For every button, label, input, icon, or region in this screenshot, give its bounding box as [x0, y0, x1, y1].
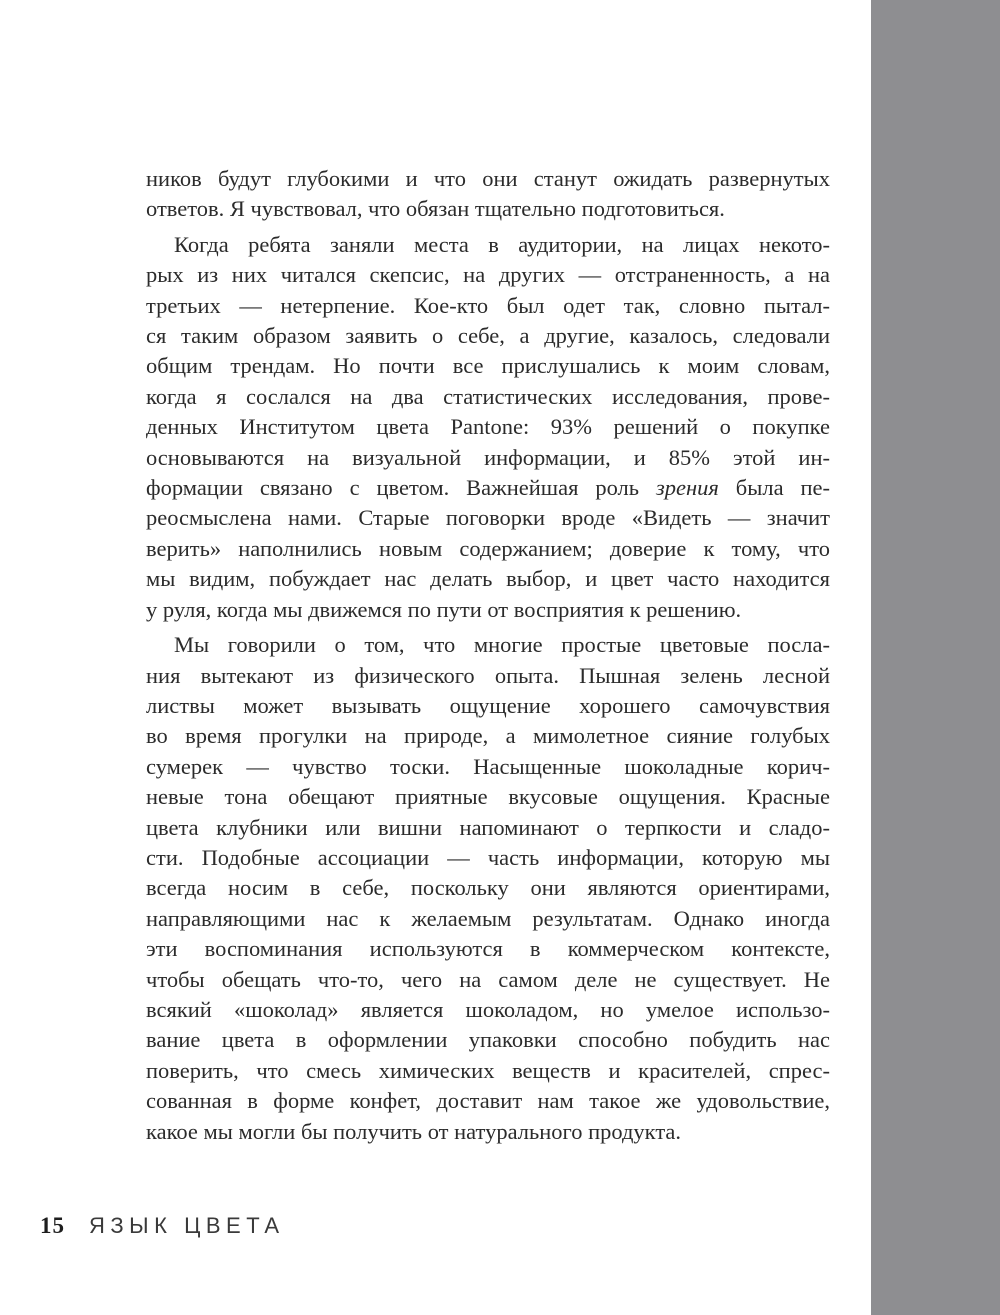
- text-line: сумерек — чувство тоски. Насыщенные шоколадные корич-: [146, 753, 830, 779]
- text-line: ников будут глубокими и что они станут ожидать развернутых: [146, 166, 830, 191]
- text-line: эти воспоминания используются в коммерческом контексте,: [146, 936, 830, 962]
- running-title: ЯЗЫК ЦВЕТА: [89, 1213, 285, 1238]
- text-line: чтобы обещать что-то, чего на самом деле не существует. Не: [146, 966, 830, 992]
- text-line: основываются на визуальной информации, и 85% этой ин-: [146, 444, 830, 470]
- text-line: верить» наполнились новым содержанием; доверие к тому, что: [146, 535, 830, 561]
- body-text: [146, 164, 830, 1152]
- text-line: ния вытекают из физического опыта. Пышная зелень лесной: [146, 662, 830, 688]
- text-line: ответов. Я чувствовал, что обязан тщательно подготовиться.: [146, 196, 725, 222]
- text-line: ся таким образом заявить о себе, а другие, казалось, следовали: [146, 323, 830, 349]
- text-line: листвы может вызывать ощущение хорошего самочувствия: [146, 692, 830, 718]
- text-line: рых из них читался скепсис, на других — отстраненность, а на: [146, 262, 830, 288]
- text-line: мы видим, побуждает нас делать выбор, и цвет часто находится: [146, 566, 830, 592]
- text-line: Мы говорили о том, что многие простые цветовые посла-: [174, 632, 830, 658]
- text-fragment: формации связано с цветом. Важнейшая роль: [146, 475, 656, 501]
- page-footer: [40, 1213, 285, 1243]
- text-line: направляющими нас к желаемым результатам. Однако иногда: [146, 905, 830, 931]
- text-line: поверить, что смесь химических веществ и красителей, спрес-: [146, 1057, 830, 1083]
- text-line: цвета клубники или вишни напоминают о терпкости и сладо-: [146, 814, 830, 840]
- text-line: реосмыслена нами. Старые поговорки вроде «Видеть — значит: [146, 505, 830, 531]
- paragraph-2: [146, 230, 830, 625]
- text-line: всякий «шоколад» является шоколадом, но умелое использо-: [146, 996, 830, 1022]
- text-fragment: была пе-: [718, 475, 830, 501]
- text-line: когда я сослался на два статистических исследования, прове-: [146, 383, 830, 409]
- text-line: сованная в форме конфет, доставит нам такое же удовольствие,: [146, 1088, 830, 1114]
- text-line: Когда ребята заняли места в аудитории, на лицах некото-: [174, 231, 830, 257]
- text-line: невые тона обещают приятные вкусовые ощущения. Красные: [146, 784, 830, 810]
- text-line: сти. Подобные ассоциации — часть информации, которую мы: [146, 844, 830, 870]
- paragraph-3: [146, 630, 830, 1147]
- page-number: 15: [40, 1213, 65, 1238]
- paragraph-1: [146, 164, 830, 225]
- text-line: вание цвета в оформлении упаковки способно побудить нас: [146, 1027, 830, 1053]
- text-line: общим трендам. Но почти все прислушались к моим словам,: [146, 353, 830, 379]
- text-line: какое мы могли бы получить от натурального продукта.: [146, 1118, 682, 1144]
- italic-word: зрения: [655, 475, 719, 501]
- text-line: [146, 473, 830, 503]
- side-color-band: [871, 0, 1000, 1315]
- text-line: денных Институтом цвета Pantone: 93% решений о покупке: [146, 414, 830, 440]
- text-line: у руля, когда мы движемся по пути от восприятия к решению.: [146, 596, 742, 622]
- text-line: третьих — нетерпение. Кое-кто был одет так, словно пытал-: [146, 292, 830, 318]
- text-line: всегда носим в себе, поскольку они являются ориентирами,: [146, 875, 830, 901]
- text-line: во время прогулки на природе, а мимолетное сияние голубых: [146, 723, 830, 749]
